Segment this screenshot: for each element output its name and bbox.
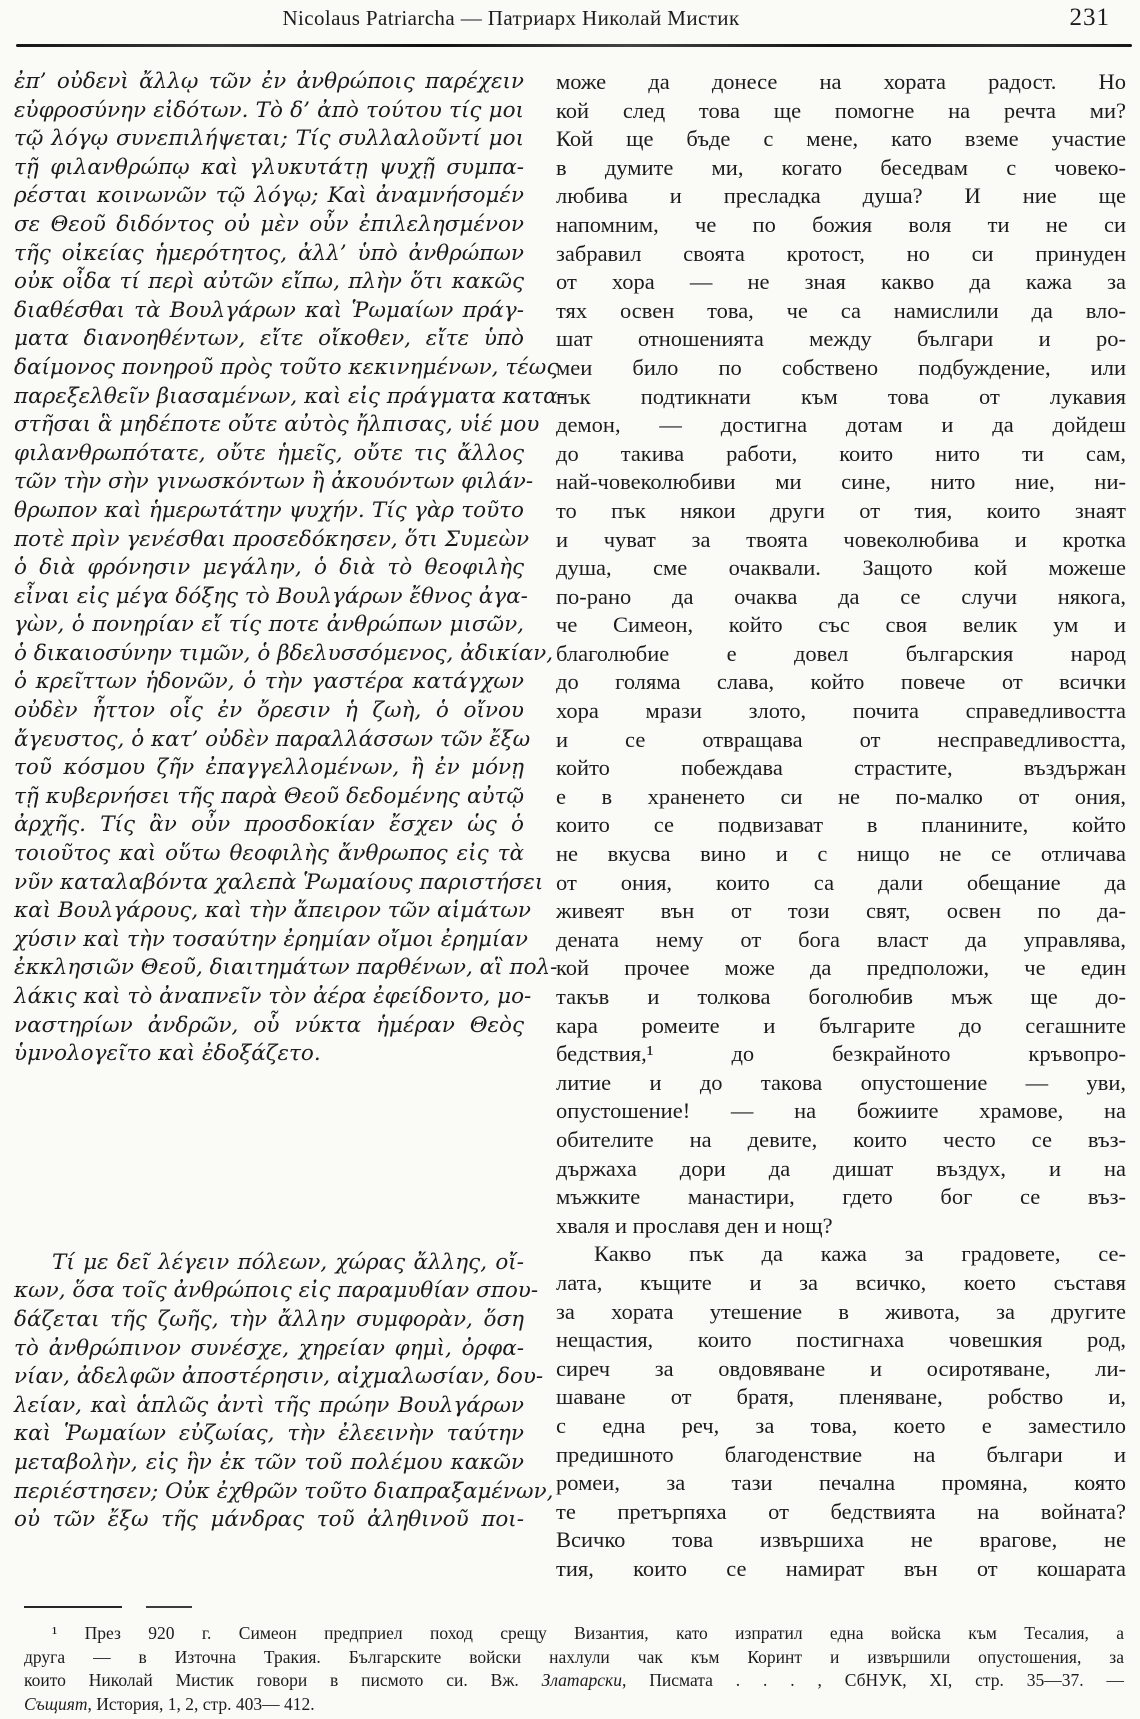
text-line: περιέστησεν; Οὐκ ἐχθρῶν τοῦτο διαπραξαμένων, — [14, 1478, 554, 1504]
text-line: τὸ ἀνθρώπινον συνέσχε, χηρείαν φημὶ, ὀρφα- — [14, 1335, 524, 1361]
page-number: 231 — [1069, 4, 1110, 31]
text-line: благолюбие е довел българския народ — [556, 640, 1126, 666]
footnote — [24, 1622, 1124, 1716]
text-line: ἐκκλησιῶν Θεοῦ, διαιτημάτων παρθένων, αἳ πολ- — [14, 955, 558, 981]
text-line: ромеи, за тази печална промяна, която — [556, 1470, 1126, 1496]
text-line: Какво пък да кажа за градовете, се- — [594, 1241, 1126, 1267]
text-line: δαίμονος πονηροῦ πρὸς τοῦτο κεκινημένων, τέως — [14, 354, 559, 380]
text-line: дената нему от бога власт да управлява, — [556, 926, 1126, 952]
text-line: тях освен това, че са намислили да вло- — [556, 297, 1126, 323]
text-line: διαθέσθαι τὰ Βουλγάρων καὶ Ῥωμαίων πράγ- — [14, 297, 524, 323]
text-line: οὐκ οἶδα τί περὶ αὐτῶν εἴπω, πλὴν ὅτι κακῶς — [14, 269, 524, 295]
text-line: καὶ Ῥωμαίων εὐζωίας, τὴν ἐλεεινὴν ταύτην — [14, 1421, 524, 1447]
text-line: до голяма слава, който повече от всички — [556, 669, 1126, 695]
text-line: οὐδὲν ἧττον οἷς ἐν ὄρεσιν ἡ ζωὴ, ὁ οἴνου — [14, 698, 524, 724]
text-line: εὐφροσύνην εἰδότων. Τὸ δ’ ἀπὸ τούτου τίς μοι — [14, 97, 524, 123]
text-line: предишното благоденствие на българи и — [556, 1441, 1126, 1467]
bulgarian-text-column — [556, 68, 1126, 1583]
text-line: τῇ φιλανθρώπῳ καὶ γλυκυτάτῃ ψυχῇ συμπα- — [14, 154, 524, 180]
text-line: демон, — достигна дотам и да дойдеш — [556, 412, 1126, 438]
text-line: кой прочее може да предположи, че един — [556, 955, 1126, 981]
text-line: Всичко това извършиха не врагове, не — [556, 1527, 1126, 1553]
text-line: τοιοῦτος καὶ οὕτω θεοφιλὴς ἄνθρωπος εἰς τὰ — [14, 841, 524, 867]
text-line: Кой ще бъде с мене, като вземе участие — [556, 126, 1126, 152]
text-line: е в храненето си не по-малко от ония, — [556, 783, 1126, 809]
text-line: напомним, че по божия воля ти не си — [556, 211, 1126, 237]
text-line: εἶναι εἰς μέγα δόξης τὸ Βουλγάρων ἔθνος ἀγα- — [14, 583, 528, 609]
text-line: който побеждава страстите, въздържан — [556, 755, 1126, 781]
text-line: ματα διανοηθέντων, εἴτε οἴκοθεν, εἴτε ὑπὸ — [14, 326, 524, 352]
text-line: παρεξελθεῖν βιασαμένων, καὶ εἰς πράγματα κατα- — [14, 383, 565, 409]
text-columns — [14, 68, 1126, 1583]
text-line: ὁ δικαιοσύνην τιμῶν, ὁ βδελυσσόμενος, ἀδικίαν, — [14, 640, 554, 666]
text-line: любива и пресладка душа? И ние ще — [556, 183, 1126, 209]
text-line: те претърпяха от бедствията на войната? — [556, 1498, 1126, 1524]
text-line: сиреч за овдовяване и осиротяване, ли- — [556, 1355, 1126, 1381]
text-line: че Симеон, който със своя велик ум и — [556, 612, 1126, 638]
text-line: меи било по собствено подбуждение, или — [556, 354, 1126, 380]
text-line: лата, къщите и за всичко, което съставя — [556, 1269, 1126, 1295]
text-line: ὁ διὰ φρόνησιν μεγάλην, ὁ διὰ τὸ θεοφιλὴς — [14, 555, 524, 581]
text-line: такъв и толкова боголюбив мъж ще до- — [556, 984, 1126, 1009]
text-line: то пък някои други от тия, които знаят — [556, 497, 1126, 523]
text-line: бедствия,¹ до безкрайното кръвопро- — [556, 1041, 1126, 1067]
text-line: λάκις καὶ τὸ ἀναπνεῖν τὸν ἀέρα ἐφείδοντο, μο- — [14, 984, 532, 1009]
text-line: и се отвращава от несправедливостта, — [556, 726, 1126, 752]
text-line: ¹ През 920 г. Симеон предприел поход срещу Византия, като изпратил една войска към Тесалия, а — [52, 1623, 1124, 1643]
text-line: от ония, които са дали обещание да — [556, 869, 1126, 895]
text-line: Τί με δεῖ λέγειν πόλεων, χώρας ἄλλης, οἴ- — [52, 1249, 524, 1275]
paragraph — [556, 1240, 1126, 1583]
text-line: θρωπον καὶ ἡμερωτάτην ψυχήν. Τίς γὰρ τοῦτο — [14, 497, 524, 523]
text-line: τῆς οἰκείας ἡμερότητος, ἀλλ’ ὑπὸ ἀνθρώπων — [14, 240, 524, 266]
text-line: мъжките манастири, гдето бог се въз- — [556, 1184, 1126, 1210]
text-line: шат отношенията между българи и ро- — [556, 326, 1126, 352]
text-line: които Николай Мистик говори в писмото си. Вж. Златарски, Писмата . . . , СбНУК, XI, стр. 35—37. — — [24, 1670, 1124, 1690]
text-line: ἀρχῆς. Τίς ἂν οὖν προσδοκίαν ἔσχεν ὡς ὁ — [14, 812, 524, 838]
text-line: ἐπ’ οὐδενὶ ἄλλῳ τῶν ἐν ἀνθρώποις παρέχειν — [14, 69, 524, 94]
text-line: γὼν, ὁ πονηρίαν εἴ τίς ποτε ἀνθρώπων μισῶν, — [14, 612, 524, 638]
footnote-rule — [24, 1606, 122, 1608]
greek-text-column — [14, 68, 565, 1583]
text-line: от хора — не зная какво да кажа за — [556, 269, 1126, 295]
text-line: τῷ λόγῳ συνεπιλήψεται; Τίς συλλαλοῦντί μοι — [14, 126, 524, 152]
paragraph — [24, 1622, 1124, 1716]
text-line: и чуват за твоята човеколюбива и кротка — [556, 526, 1126, 552]
header-rule — [16, 44, 1132, 47]
text-line: χύσιν καὶ τὴν τοσαύτην ἐρημίαν οἴμοι ἐρημίαν — [14, 926, 528, 952]
text-line: шаване от братя, пленяване, робство и, — [556, 1384, 1126, 1410]
text-line: хваля и прославя ден и нощ? — [556, 1212, 833, 1238]
text-line: най-човеколюбиви ми сине, нито ние, ни- — [556, 469, 1126, 495]
running-title: Nicolaus Patriarcha — Патриарх Николай Мистик — [282, 6, 740, 30]
text-line: καὶ Βουλγάρους, καὶ τὴν ἄπειρον τῶν αἱμάτων — [14, 898, 531, 924]
text-line: живеят вън от този свят, освен по да- — [556, 898, 1126, 924]
text-line: с една реч, за това, което е заместило — [556, 1412, 1126, 1438]
text-line: в думите ми, когато беседвам с човеко- — [556, 154, 1126, 180]
text-line: νίαν, ἀδελφῶν ἀποστέρησιν, αἰχμαλωσίαν, δου- — [14, 1364, 544, 1390]
text-line: ποτὲ πρὶν γενέσθαι προσεδόκησεν, ὅτι Συμεὼν — [14, 526, 530, 552]
text-line: литие и до такова опустошение — уви, — [556, 1069, 1126, 1095]
text-line: ρέσται κοινωνῶν τῷ λόγῳ; Καὶ ἀναμνήσομέν — [14, 183, 524, 209]
text-line: пък подтикнати към това от лукавия — [556, 383, 1126, 409]
paragraph — [556, 68, 1126, 1240]
text-line: τοῦ κόσμου ζῆν ἐπαγγελλομένων, ἢ ἐν μόνῃ — [14, 755, 524, 781]
text-line: στῆσαι ἃ μηδέποτε οὔτε αὐτὸς ἤλπισας, υἱέ μου — [14, 412, 540, 438]
text-line: забравил своята кротост, но си принуден — [556, 240, 1126, 266]
text-line: по-рано да очаква да се случи някога, — [556, 583, 1126, 609]
text-line: нещастия, които постигнаха човешкия род, — [556, 1327, 1126, 1353]
text-line: не вкусва вино и с нищо не се отличава — [556, 841, 1126, 867]
text-line: за хората утешение в живота, за другите — [556, 1298, 1126, 1324]
text-line: които се подвизават в планините, който — [556, 812, 1126, 838]
paragraph — [14, 68, 565, 1069]
text-line: νῦν καταλαβόντα χαλεπὰ Ῥωμαίους παριστήσει — [14, 869, 544, 895]
text-line: ὁ κρεῖττων ἡδονῶν, ὁ τὴν γαστέρα κατάγχων — [14, 669, 524, 695]
text-line: ναστηρίων ἀνδρῶν, οὗ νύκτα ἡμέραν Θεὸς — [14, 1012, 524, 1038]
text-line: ἄγευστος, ὁ κατ’ οὐδὲν παραλλάσσων τῶν ἔξω — [14, 726, 531, 752]
text-line: φιλανθρωπότατε, οὔτε ἡμεῖς, οὔτε τις ἄλλος — [14, 440, 524, 466]
paragraph — [14, 1249, 554, 1535]
text-line: λείαν, καὶ ἁπλῶς ἀντὶ τῆς πρώην Βουλγάρων — [14, 1392, 524, 1418]
text-line: μεταβολὴν, εἰς ἣν ἐκ τῶν τοῦ πολέμου κακῶν — [14, 1449, 524, 1475]
text-line: душа, сме очаквали. Защото кой можеше — [556, 555, 1126, 581]
text-line: Същият, История, 1, 2, стр. 403— 412. — [24, 1693, 315, 1714]
text-line: обителите на девите, които често се въз- — [556, 1126, 1126, 1152]
text-line: ὑμνολογεῖτο καὶ ἐδοξάζετο. — [14, 1041, 321, 1067]
text-line: τῶν τὴν σὴν γινωσκόντων ἢ ἀκουόντων φιλάν- — [14, 469, 534, 495]
text-line: тия, които се намират вън от кошарата — [556, 1555, 1126, 1581]
page-header — [14, 6, 1126, 42]
text-line: опустошение! — на божиите храмове, на — [556, 1098, 1126, 1124]
text-line: οὐ τῶν ἔξω τῆς μάνδρας τοῦ ἀληθινοῦ ποι- — [14, 1507, 524, 1533]
text-line: τῇ κυβερνήσει τῆς παρὰ Θεοῦ δεδομένης αὐτῷ — [14, 783, 524, 809]
text-line: хора мрази злото, почита справедливостта — [556, 698, 1126, 724]
text-line: може да донесе на хората радост. Но — [556, 69, 1126, 94]
text-line: δάζεται τῆς ζωῆς, τὴν ἄλλην συμφορὰν, ὅση — [14, 1306, 524, 1332]
text-line: друга — в Източна Тракия. Българските войски нахлули чак към Коринт и извършили опустошения, за — [24, 1646, 1124, 1667]
text-line: σε Θεοῦ διδόντος οὐ μὲν οὖν ἐπιλελησμένον — [14, 211, 524, 237]
text-line: кой след това ще помогне на речта ми? — [556, 97, 1126, 123]
text-line: кара ромеите и българите до сегашните — [556, 1012, 1126, 1038]
text-line: κων, ὅσα τοῖς ἀνθρώποις εἰς παραμυθίαν σπου- — [14, 1278, 539, 1304]
text-line: до такива работи, които нито ти сам, — [556, 440, 1126, 466]
text-line: държаха дори да дишат въздух, и на — [556, 1155, 1126, 1181]
